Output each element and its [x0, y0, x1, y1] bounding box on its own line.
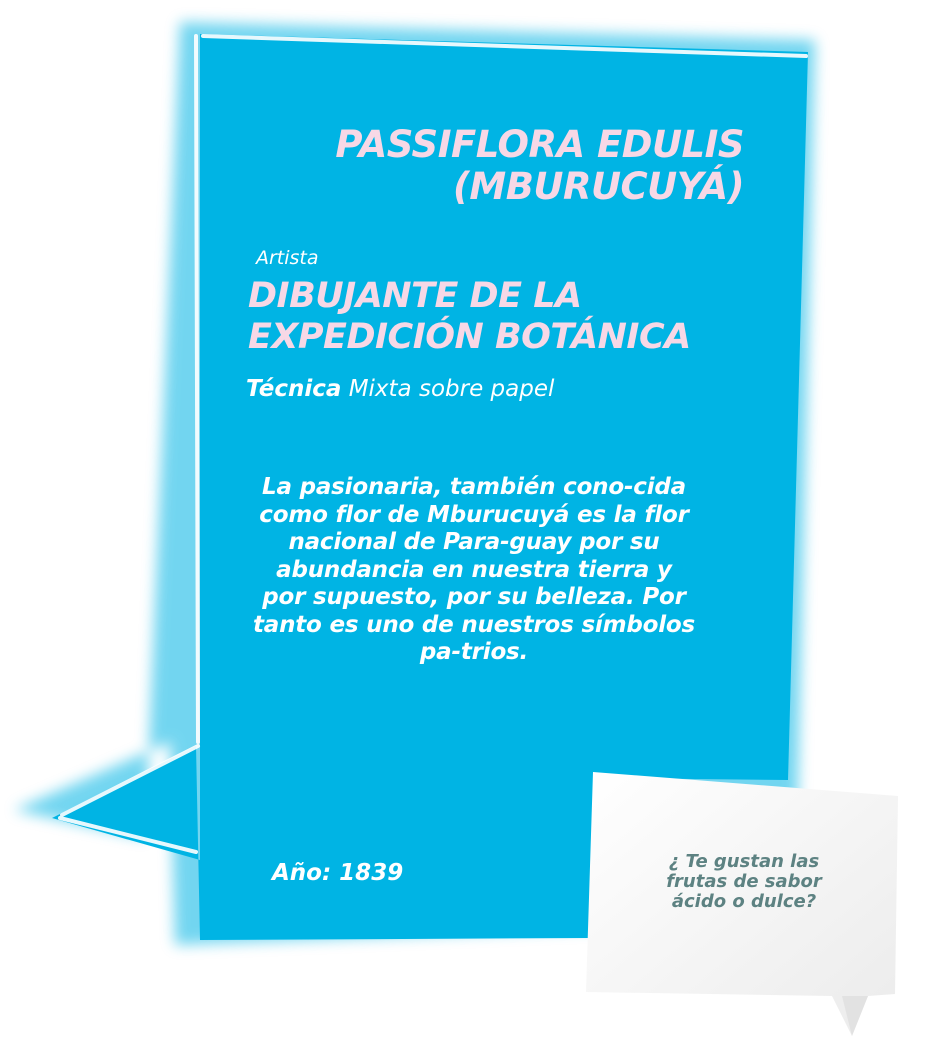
artwork-title: PASSIFLORA EDULIS (MBURUCUYÁ) [335, 123, 744, 208]
artwork-year: Año: 1839 [272, 860, 404, 886]
technique-value: Mixta sobre papel [348, 376, 555, 402]
technique-label: Técnica [246, 376, 342, 402]
technique-line [246, 374, 554, 404]
artist-name: DIBUJANTE DE LA EXPEDICIÓN BOTÁNICA [248, 276, 691, 357]
artwork-description: La pasionaria, también cono-cida como flor de Mburucuyá es la flor nacional de Para-guay por su abundancia en nuestra tierra y por supuesto, por su belleza. Por tanto es uno de nuestros símbolos pa-trios. [252, 474, 696, 665]
artist-label: Artista [256, 247, 319, 269]
question-text: ¿ Te gustan las frutas de sabor ácido o dulce? [666, 851, 822, 912]
